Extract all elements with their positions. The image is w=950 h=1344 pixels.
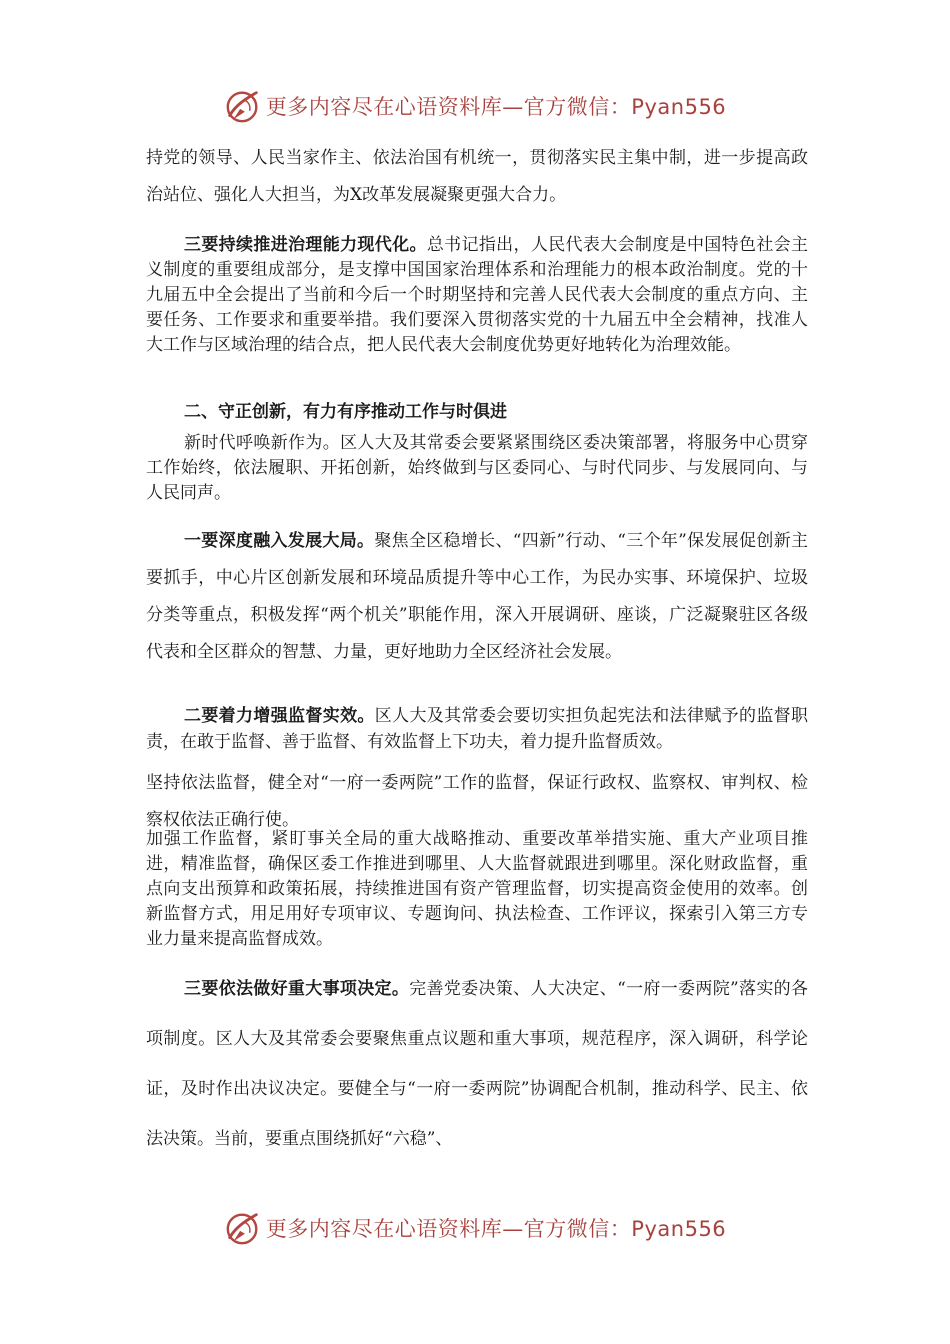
pen-logo-icon [224,1209,262,1247]
paragraph [146,523,808,671]
watermark-text: 更多内容尽在心语资料库—官方微信：Pyan556 [265,95,727,119]
paragraph-text: 坚持依法监督，健全对“一府一委两院”工作的监督，保证行政权、监察权、审判权、检察权依法正确行使。 [146,773,808,830]
paragraph-text: 区人大及其常委会要切实担负起宪法和法律赋予的监督职责，在敢于监督、善于监督、有效监督上下功夫，着力提升监督质效。 [146,706,809,752]
paragraph-text: 加强工作监督，紧盯事关全局的重大战略推动、重要改革举措实施、重大产业项目推进，精准监督，确保区委工作推进到哪里、人大监督就跟进到哪里。深化财政监督，重点向支出预算和政策拓展，持续推进国有资产管理监督，切实提高资金使用的效率。创新监督方式，用足用好专项审议、专题询问、执法检查、工作评议，探索引入第三方专业力量来提高监督成效。 [146,829,808,949]
paragraph-lead: 三要持续推进治理能力现代化。 [184,235,427,255]
paragraph [146,431,808,506]
pen-logo-icon [224,87,262,125]
paragraph-lead: 一要深度融入发展大局。 [184,531,375,551]
paragraph-continued [146,827,808,952]
paragraph [146,964,808,1164]
paragraph-text: 聚焦全区稳增长、“四新”行动、“三个年”保发展促创新主要抓手，中心片区创新发展和环境品质提升等中心工作，为民办实事、环境保护、垃圾分类等重点，积极发挥“两个机关”职能作用，深入开展调研、座谈，广泛凝聚驻区各级代表和全区群众的智慧、力量，更好地助力全区经济社会发展。 [146,531,809,662]
footer-watermark [0,1208,950,1248]
paragraph-lead: 三要依法做好重大事项决定。 [184,979,410,999]
watermark-text: 更多内容尽在心语资料库—官方微信：Pyan556 [265,1217,727,1241]
paragraph [146,703,808,755]
paragraph-text: 新时代呼唤新作为。区人大及其常委会要紧紧围绕区委决策部署，将服务中心贯穿工作始终，依法履职、开拓创新，始终做到与区委同心、与时代同步、与发展同向、与人民同声。 [146,433,808,503]
paragraph-text: 总书记指出，人民代表大会制度是中国特色社会主义制度的重要组成部分，是支撑中国国家治理体系和治理能力的根本政治制度。党的十九届五中全会提出了当前和今后一个时期坚持和完善人民代表大会制度的重点方向、主要任务、工作要求和重要举措。我们要深入贯彻落实党的十九届五中全会精神，找准人大工作与区域治理的结合点，把人民代表大会制度优势更好地转化为治理效能。 [146,235,809,355]
paragraph-lead: 二要着力增强监督实效。 [184,706,375,726]
header-watermark [0,86,950,126]
paragraph [146,140,808,214]
paragraph [146,233,808,358]
section-heading: 二、守正创新，有力有序推动工作与时俱进 [184,402,507,422]
paragraph-text: 持党的领导、人民当家作主、依法治国有机统一，贯彻落实民主集中制，进一步提高政治站位、强化人大担当，为X改革发展凝聚更强大合力。 [146,148,808,205]
paragraph-text: 完善党委决策、人大决定、“一府一委两院”落实的各项制度。区人大及其常委会要聚焦重点议题和重大事项，规范程序，深入调研，科学论证，及时作出决议决定。要健全与“一府一委两院”协调配合机制，推动科学、民主、依法决策。当前，要重点围绕抓好“六稳”、 [146,979,809,1149]
